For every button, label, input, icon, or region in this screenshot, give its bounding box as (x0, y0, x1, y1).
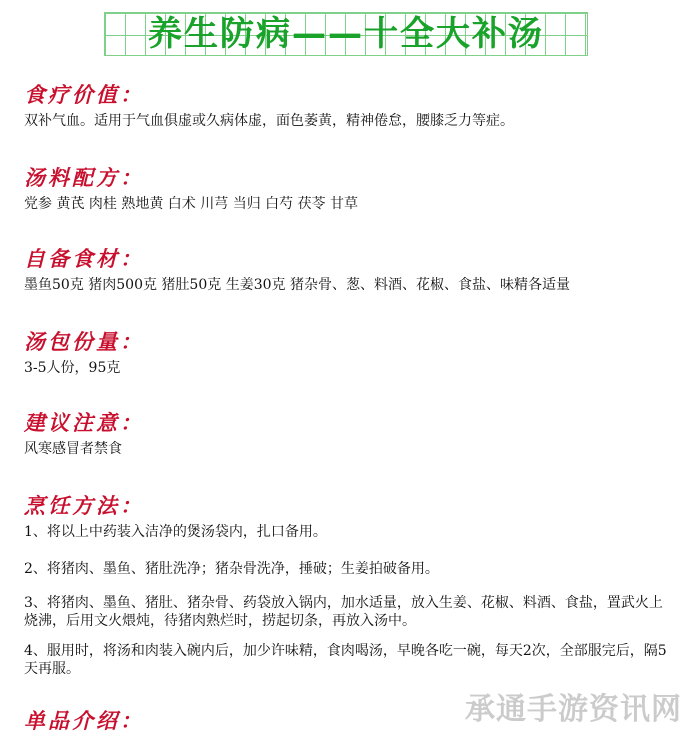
section-heading-method: 烹饪方法： (24, 494, 144, 518)
site-watermark: 承通手游资讯网 (465, 692, 682, 727)
method-step-4: 4、服用时，将汤和肉装入碗内后，加少许味精，食肉喝汤，早晚各吃一碗，每天2次，全部服完后，隔5天再服。 (24, 643, 667, 677)
section-prep (24, 246, 674, 294)
section-heading-prep: 自备食材： (24, 247, 144, 271)
section-text-portion: 3-5人份，95克 (24, 360, 121, 376)
section-heading-value: 食疗价值： (24, 83, 144, 107)
section-advice (24, 410, 674, 458)
method-step-3: 3、将猪肉、墨鱼、猪肚、猪杂骨、药袋放入锅内，加水适量，放入生姜、花椒、料酒、食盐，置武火上烧沸，后用文火煨炖，待猪肉熟烂时，捞起切条，再放入汤中。 (24, 595, 663, 629)
section-text-value: 双补气血。适用于气血俱虚或久病体虚，面色萎黄，精神倦怠，腰膝乏力等症。 (24, 113, 514, 129)
section-value (24, 82, 674, 130)
section-heading-ingredients: 汤料配方： (24, 166, 144, 190)
section-heading-portion: 汤包份量： (24, 330, 144, 354)
section-method (24, 493, 674, 519)
section-ingredients (24, 165, 674, 213)
page-title: 养生防病——十全大补汤 (148, 14, 544, 54)
title-banner (104, 12, 588, 56)
section-text-advice: 风寒感冒者禁食 (24, 441, 122, 457)
section-portion (24, 329, 674, 377)
section-text-ingredients: 党参 黄芪 肉桂 熟地黄 白术 川芎 当归 白芍 茯苓 甘草 (24, 196, 359, 212)
method-step-2: 2、将猪肉、墨鱼、猪肚洗净；猪杂骨洗净，捶破；生姜拍破备用。 (24, 561, 439, 577)
section-heading-advice: 建议注意： (24, 411, 144, 435)
section-text-prep: 墨鱼50克 猪肉500克 猪肚50克 生姜30克 猪杂骨、葱、料酒、花椒、食盐、味精各适量 (24, 277, 570, 293)
section-heading-intro: 单品介绍： (24, 709, 144, 733)
method-step-1: 1、将以上中药装入洁净的煲汤袋内，扎口备用。 (24, 524, 327, 540)
